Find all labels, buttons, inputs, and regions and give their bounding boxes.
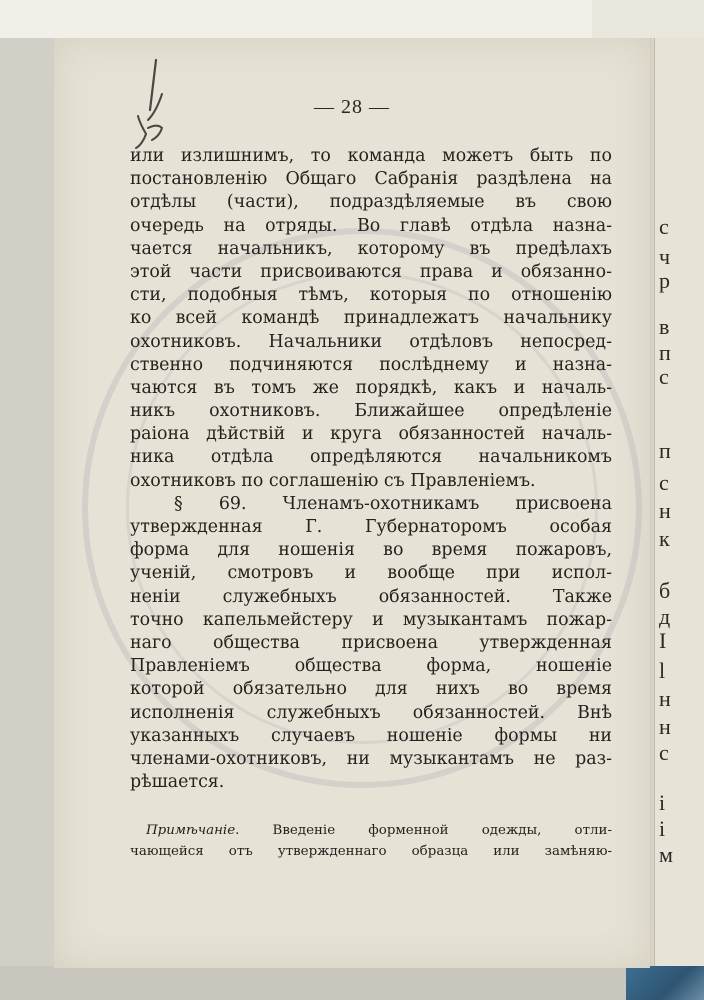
adjacent-page-char: l <box>659 658 666 683</box>
text-line: сти, подобныя тѣмъ, которыя по отношенію <box>130 285 612 306</box>
page-number: — 28 — <box>314 96 390 118</box>
adjacent-page-char: к <box>659 526 670 551</box>
footnote-second-line: чающейся отъ утвержденнаго образца или замѣняю- <box>130 844 612 859</box>
text-line: Правленіемъ общества форма, ношеніе <box>130 656 612 677</box>
text-line: указанныхъ случаевъ ношеніе формы ни <box>130 725 612 746</box>
adjacent-page-char: і <box>659 816 666 841</box>
text-line: этой части присвоиваются права и обязанно- <box>130 261 612 282</box>
footnote-block <box>130 820 612 862</box>
text-line: никъ охотниковъ. Ближайшее опредѣленіе <box>130 401 612 422</box>
text-line: ученій, смотровъ и вообще при испол- <box>130 563 612 584</box>
footnote-first-line <box>146 820 612 841</box>
adjacent-page-char: в <box>659 314 670 339</box>
text-line: утвержденная Г. Губернаторомъ особая <box>130 517 612 537</box>
scan-left-margin <box>0 38 54 1000</box>
text-line: постановленію Общаго Сабранія раздѣлена на <box>130 169 612 190</box>
adjacent-page-char: п <box>659 438 671 463</box>
text-line: отдѣлы (части), подраздѣляемые въ свою <box>130 192 612 213</box>
text-line: членами-охотниковъ, ни музыкантамъ не раз- <box>130 748 612 769</box>
adjacent-page-char: н <box>659 714 671 739</box>
body-text-paragraphs <box>130 145 612 794</box>
adjacent-page-char: с <box>659 214 669 239</box>
text-line: ственно подчиняются послѣднему и назна- <box>130 354 612 375</box>
document-page <box>54 38 650 968</box>
section-69-heading-line: § 69. Членамъ-охотникамъ присвоена <box>174 493 612 514</box>
text-line: форма для ношенія во время пожаровъ, <box>130 540 612 561</box>
adjacent-page-char: р <box>659 268 670 293</box>
adjacent-page-char: п <box>659 340 671 365</box>
adjacent-page-char: і <box>659 790 666 815</box>
background-object-corner <box>626 966 704 1000</box>
text-line: чается начальникъ, которому въ предѣлахъ <box>130 238 612 259</box>
text-line: чаются въ томъ же порядкѣ, какъ и началь- <box>130 377 612 398</box>
text-line: или излишнимъ, то команда можетъ быть по <box>130 146 612 166</box>
text-line: точно капельмейстеру и музыкантамъ пожар- <box>130 609 612 630</box>
adjacent-page-char: н <box>659 498 671 523</box>
adjacent-page-char: I <box>659 628 667 653</box>
scan-bottom-margin <box>0 966 704 1000</box>
text-line: исполненія служебныхъ обязанностей. Внѣ <box>130 702 612 723</box>
adjacent-page-char: с <box>659 470 669 495</box>
adjacent-page-char: н <box>659 686 671 711</box>
text-line: раіона дѣйствій и круга обязанностей началь- <box>130 424 612 445</box>
text-line: ника отдѣла опредѣляются начальникомъ <box>130 447 612 468</box>
text-line: наго общества присвоена утвержденная <box>130 632 612 653</box>
adjacent-page-char: с <box>659 364 669 389</box>
text-line: рѣшается. <box>130 772 225 793</box>
adjacent-page-char: ч <box>659 244 671 269</box>
adjacent-page-char: м <box>659 842 673 867</box>
adjacent-page-char: с <box>659 740 669 765</box>
adjacent-page-edge <box>654 38 704 968</box>
text-line: которой обязательно для нихъ во время <box>130 679 612 700</box>
scan-top-right-margin <box>592 0 704 40</box>
footnote-title: Примѣчаніе. <box>146 823 240 838</box>
adjacent-page-char: б <box>659 578 671 603</box>
text-line: ко всей командѣ принадлежатъ начальнику <box>130 308 612 329</box>
text-line: охотниковъ по соглашенію съ Правленіемъ. <box>130 470 536 491</box>
text-line: охотниковъ. Начальники отдѣловъ непосред- <box>130 331 612 352</box>
text-line: очередь на отряды. Во главѣ отдѣла назна- <box>130 215 612 236</box>
text-line: неніи служебныхъ обязанностей. Также <box>130 586 612 607</box>
adjacent-page-char: д <box>659 604 671 629</box>
footnote-text: Введеніе форменной одежды, отли- <box>272 823 612 838</box>
